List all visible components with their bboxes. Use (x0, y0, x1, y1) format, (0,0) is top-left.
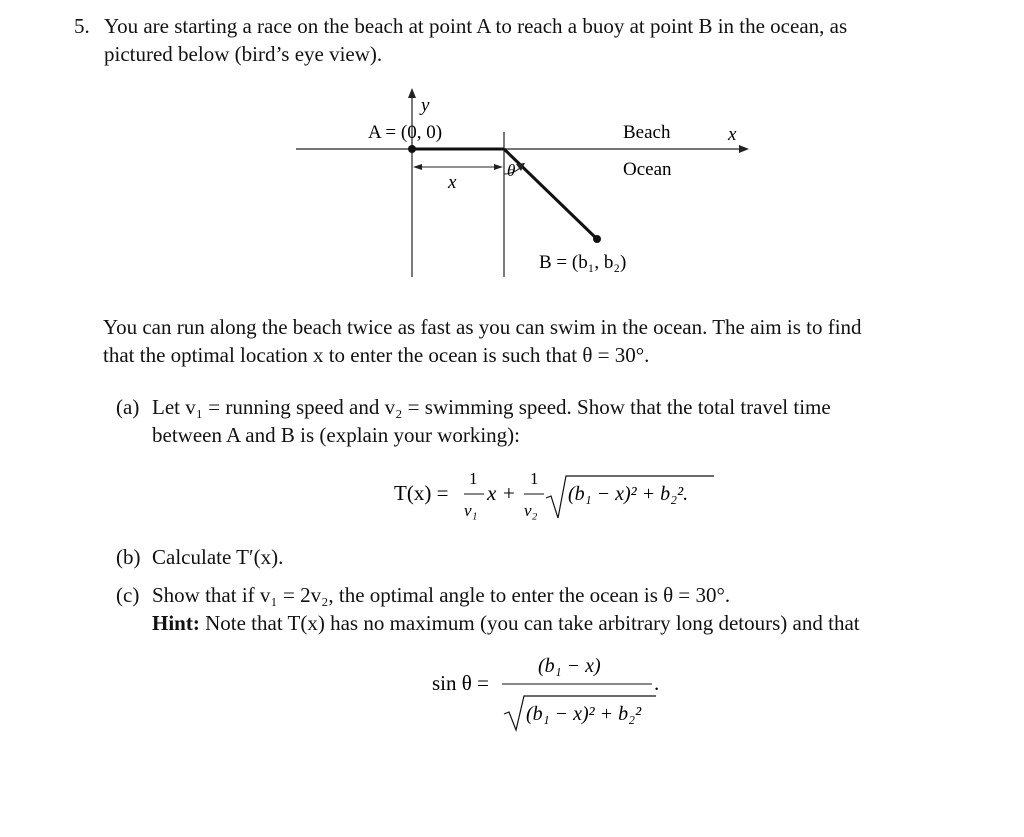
point-A-label: A = (0, 0) (368, 122, 443, 143)
sine-lhs: sin θ = (432, 671, 489, 695)
ocean-label: Ocean (623, 159, 672, 180)
part-a-line-2: between A and B is (explain your working): (152, 423, 521, 447)
swimming-path (504, 149, 597, 239)
x-axis-label: x (728, 124, 737, 145)
distance-arrowhead-right (494, 164, 503, 170)
part-c-label: (c) (116, 583, 140, 607)
distance-label: x (448, 172, 457, 193)
y-axis-arrowhead (408, 88, 416, 98)
hint-label: Hint: (152, 611, 200, 635)
problem-line-1: You are starting a race on the beach at point A to reach a buoy at point B in the ocean, as (104, 14, 848, 38)
sine-formula (420, 650, 680, 740)
part-c-line-1: Show that if v₁ = 2v₂, the optimal angle to enter the ocean is θ = 30°. (152, 583, 731, 607)
part-a-line-1: Let v₁ = running speed and v₂ = swimming speed. Show that the total travel time (152, 395, 831, 419)
sine-trailing-period: . (654, 671, 660, 695)
part-a-label: (a) (116, 395, 140, 419)
point-B-label: B = (b₁, b₂) (539, 252, 627, 273)
problem-number: 5. (74, 14, 90, 38)
beach-label: Beach (623, 122, 671, 143)
point-B-dot (593, 235, 601, 243)
hint-line (152, 609, 952, 637)
formula-radicand: (b₁ − x)² + b₂². (568, 483, 689, 505)
part-b-label: (b) (116, 545, 141, 569)
formula-term-x: x + (487, 481, 516, 505)
part-c (116, 581, 956, 641)
distance-arrowhead-left (413, 164, 422, 170)
angle-label: θ (507, 161, 516, 180)
frac1-denominator: v₁ (464, 501, 478, 520)
travel-time-formula (380, 460, 740, 530)
paragraph-line-2: that the optimal location x to enter the ocean is such that θ = 30°. (103, 343, 650, 367)
description-paragraph (103, 313, 953, 369)
hint-text: Note that T(x) has no maximum (you can take arbitrary long detours) and that (205, 611, 860, 635)
part-b-line-1: Calculate T′(x). (152, 545, 284, 569)
part-b (116, 543, 956, 573)
frac2-numerator: 1 (530, 469, 539, 488)
paragraph-line-1: You can run along the beach twice as fast as you can swim in the ocean. The aim is to find (103, 315, 862, 339)
y-axis-label: y (421, 95, 430, 116)
frac1-numerator: 1 (469, 469, 478, 488)
frac2-denominator: v₂ (524, 501, 538, 520)
part-a (116, 393, 956, 453)
x-axis-arrowhead (739, 145, 749, 153)
point-A-dot (408, 145, 416, 153)
formula-T-lhs: T(x) = (394, 481, 449, 505)
problem-line-2: pictured below (bird’s eye view). (104, 42, 383, 66)
sine-denominator: (b₁ − x)² + b₂² (526, 703, 642, 725)
sine-numerator: (b₁ − x) (538, 655, 601, 677)
